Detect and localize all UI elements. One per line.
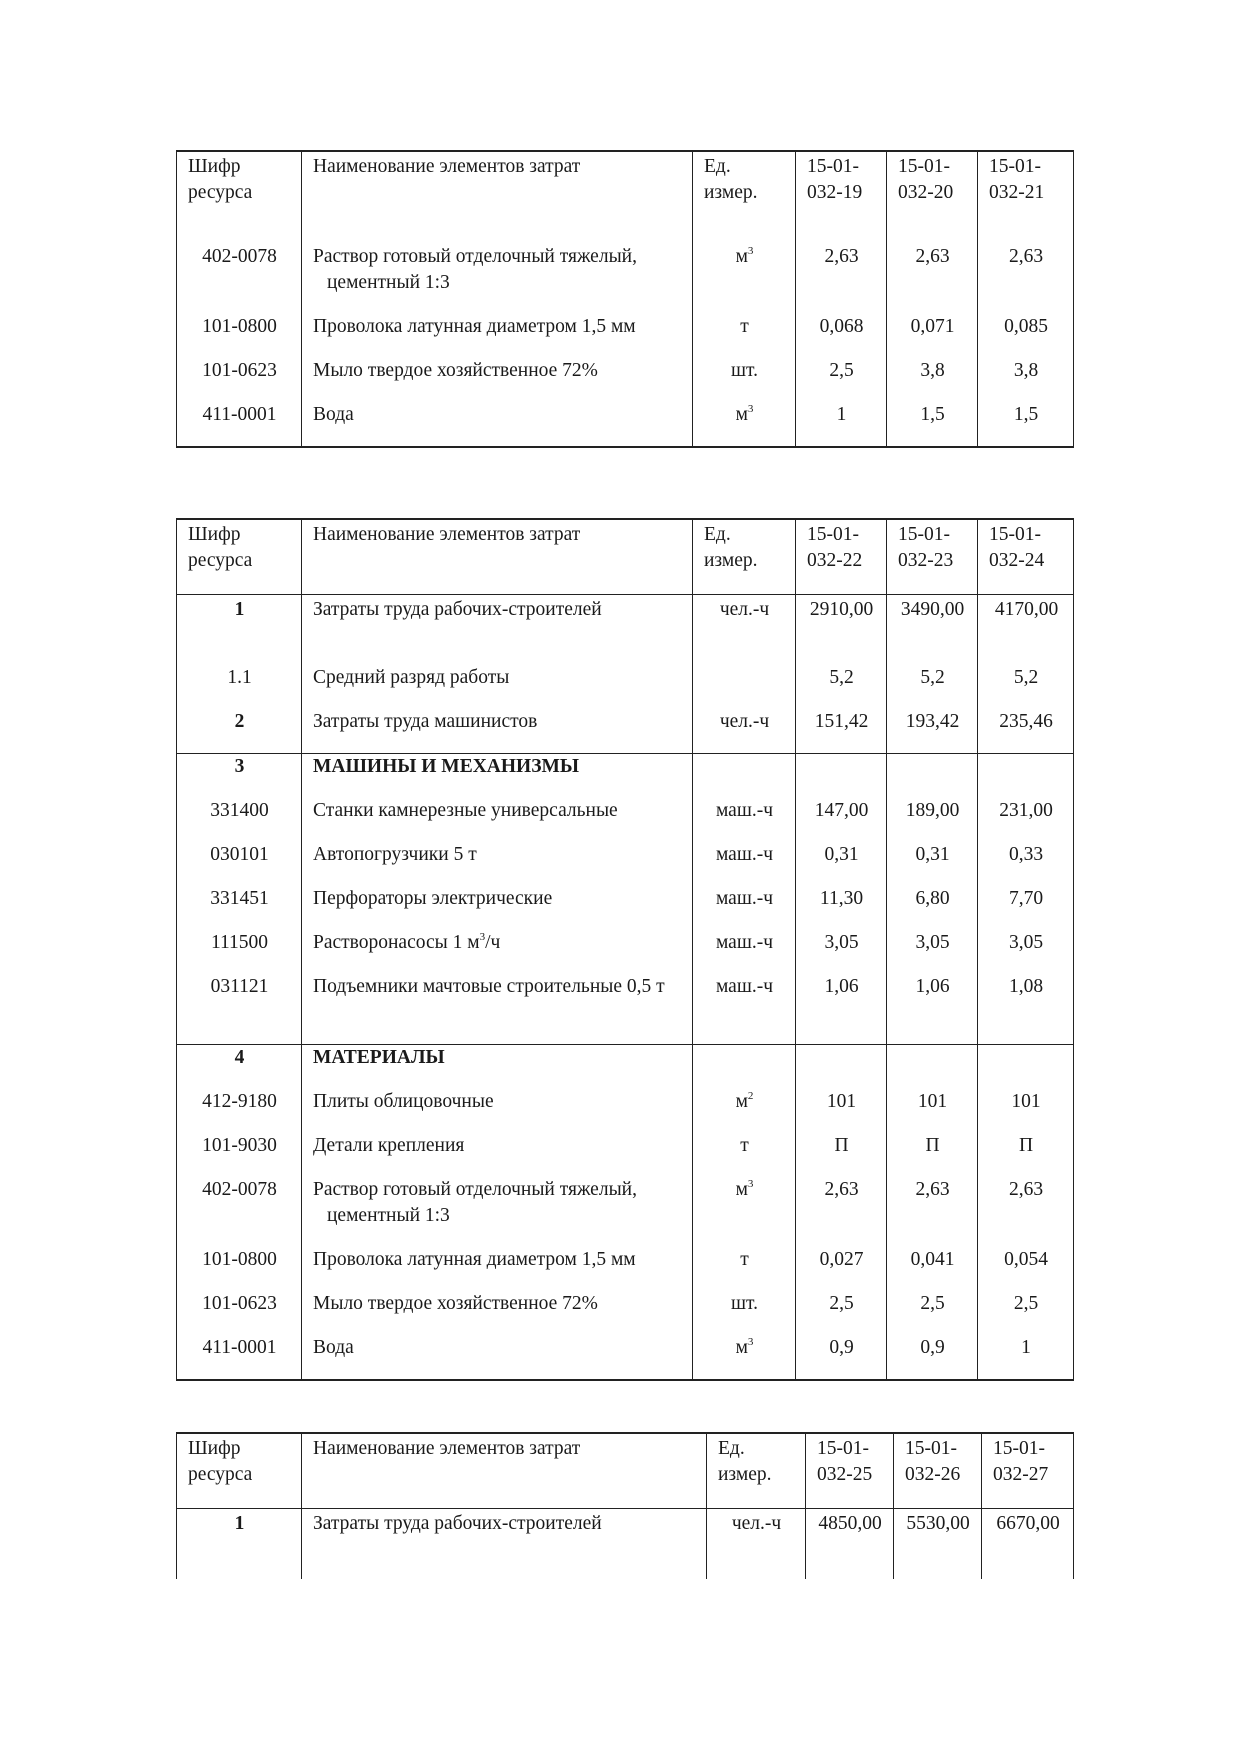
row-value-1: 147,00 — [796, 798, 887, 842]
row-name: Вода — [302, 402, 693, 447]
header-col-1: 15-01-032-19 — [796, 151, 887, 226]
row-value-1: 0,31 — [796, 842, 887, 886]
row-code: 111500 — [177, 930, 302, 974]
row-code: 101-9030 — [177, 1133, 302, 1177]
table-row — [177, 798, 1074, 842]
row-value-1: 2,63 — [796, 226, 887, 314]
section-title: МАТЕРИАЛЫ — [302, 1045, 693, 1090]
section-code: 3 — [177, 754, 302, 799]
row-value-2: 0,31 — [887, 842, 978, 886]
row-value-3: 0,33 — [978, 842, 1074, 886]
row-value-1: 3,05 — [796, 930, 887, 974]
table-row — [177, 1177, 1074, 1247]
row-unit: $м^2$ — [693, 1089, 796, 1133]
row-value-1: 2,5 — [796, 358, 887, 402]
row-value-2: 6,80 — [887, 886, 978, 930]
row-value-2: 193,42 — [887, 709, 978, 754]
row-value-2: 0,041 — [887, 1247, 978, 1291]
table-row — [177, 595, 1074, 666]
row-value-2: 3,8 — [887, 358, 978, 402]
row-code: 1 — [177, 1509, 302, 1580]
header-code: Шифр ресурса — [177, 519, 302, 595]
row-value-3: П — [978, 1133, 1074, 1177]
row-value-2: 0,071 — [887, 314, 978, 358]
row-code: 402-0078 — [177, 1177, 302, 1247]
row-value-3: 6670,00 — [982, 1509, 1074, 1580]
row-value-3: 0,085 — [978, 314, 1074, 358]
row-name: Растворонасосы 1 $м^3/ч$ — [302, 930, 693, 974]
row-value-2: 2,63 — [887, 1177, 978, 1247]
row-value-1: 5,2 — [796, 665, 887, 709]
row-unit: шт. — [693, 1291, 796, 1335]
header-col-3: 15-01-032-27 — [982, 1433, 1074, 1509]
table-row — [177, 974, 1074, 1045]
row-name: Проволока латунная диаметром 1,5 мм — [302, 1247, 693, 1291]
table-row — [177, 665, 1074, 709]
row-value-1: 1 — [796, 402, 887, 447]
section-title-row — [177, 754, 1074, 799]
norms-table-1 — [176, 150, 1074, 448]
row-value-2: 5,2 — [887, 665, 978, 709]
row-name: Средний разряд работы — [302, 665, 693, 709]
table-row — [177, 1335, 1074, 1380]
row-unit: шт. — [693, 358, 796, 402]
row-value-1: 2910,00 — [796, 595, 887, 666]
row-code: 412-9180 — [177, 1089, 302, 1133]
row-value-3: 235,46 — [978, 709, 1074, 754]
norms-table-3 — [176, 1432, 1074, 1579]
section-title-row — [177, 1045, 1074, 1090]
row-name: Раствор готовый отделочный тяжелый, цементный 1:3 — [313, 1179, 637, 1226]
row-value-3: 1,08 — [978, 974, 1074, 1045]
table-row — [177, 1089, 1074, 1133]
row-value-1: 2,63 — [796, 1177, 887, 1247]
row-value-3: 4170,00 — [978, 595, 1074, 666]
row-code: 331400 — [177, 798, 302, 842]
row-name: Вода — [302, 1335, 693, 1380]
row-unit: маш.-ч — [693, 842, 796, 886]
row-code: 402-0078 — [177, 226, 302, 314]
table-row — [177, 930, 1074, 974]
row-code: 101-0800 — [177, 1247, 302, 1291]
row-value-1: 11,30 — [796, 886, 887, 930]
row-code: 1 — [177, 595, 302, 666]
row-code: 411-0001 — [177, 1335, 302, 1380]
row-code: 030101 — [177, 842, 302, 886]
row-value-1: 0,027 — [796, 1247, 887, 1291]
row-name: Мыло твердое хозяйственное 72% — [302, 358, 693, 402]
header-name: Наименование элементов затрат — [302, 519, 693, 595]
table-row — [177, 358, 1074, 402]
row-name: Затраты труда рабочих-строителей — [302, 1509, 707, 1580]
table-row — [177, 709, 1074, 754]
row-unit: маш.-ч — [693, 974, 796, 1045]
header-col-3: 15-01-032-21 — [978, 151, 1074, 226]
table-row — [177, 402, 1074, 447]
row-code: 101-0623 — [177, 1291, 302, 1335]
header-col-1: 15-01-032-22 — [796, 519, 887, 595]
row-value-1: 0,9 — [796, 1335, 887, 1380]
table-row — [177, 1291, 1074, 1335]
row-value-2: 3,05 — [887, 930, 978, 974]
row-unit: чел.-ч — [693, 709, 796, 754]
row-code: 331451 — [177, 886, 302, 930]
row-unit: т — [693, 1247, 796, 1291]
row-value-2: 1,5 — [887, 402, 978, 447]
row-unit: $м^3$ — [693, 1177, 796, 1247]
row-value-3: 3,8 — [978, 358, 1074, 402]
row-unit: $м^3$ — [693, 402, 796, 447]
row-name: Перфораторы электрические — [302, 886, 693, 930]
row-value-2: 2,63 — [887, 226, 978, 314]
row-code: 2 — [177, 709, 302, 754]
row-unit: чел.-ч — [693, 595, 796, 666]
row-value-1: П — [796, 1133, 887, 1177]
table-row — [177, 886, 1074, 930]
row-name: Плиты облицовочные — [302, 1089, 693, 1133]
row-value-1: 101 — [796, 1089, 887, 1133]
row-name: Станки камнерезные универсальные — [302, 798, 693, 842]
row-code: 031121 — [177, 974, 302, 1045]
row-value-3: 2,5 — [978, 1291, 1074, 1335]
row-value-3: 2,63 — [978, 1177, 1074, 1247]
header-unit: Ед. измер. — [707, 1433, 806, 1509]
header-col-1: 15-01-032-25 — [806, 1433, 894, 1509]
row-unit — [693, 665, 796, 709]
table-header-row — [177, 1433, 1074, 1509]
row-value-2: 189,00 — [887, 798, 978, 842]
header-unit: Ед. измер. — [693, 519, 796, 595]
row-value-1: 1,06 — [796, 974, 887, 1045]
header-name: Наименование элементов затрат — [302, 151, 693, 226]
table-header-row — [177, 151, 1074, 226]
table-header-row — [177, 519, 1074, 595]
row-unit: т — [693, 314, 796, 358]
row-value-1: 2,5 — [796, 1291, 887, 1335]
row-name: Автопогрузчики 5 т — [302, 842, 693, 886]
row-unit: маш.-ч — [693, 798, 796, 842]
row-name: Детали крепления — [302, 1133, 693, 1177]
table-row — [177, 1247, 1074, 1291]
row-unit: чел.-ч — [707, 1509, 806, 1580]
header-col-2: 15-01-032-20 — [887, 151, 978, 226]
section-code: 4 — [177, 1045, 302, 1090]
row-value-3: 5,2 — [978, 665, 1074, 709]
row-value-3: 2,63 — [978, 226, 1074, 314]
header-name: Наименование элементов затрат — [302, 1433, 707, 1509]
row-name: Проволока латунная диаметром 1,5 мм — [302, 314, 693, 358]
row-value-1: 4850,00 — [806, 1509, 894, 1580]
table-row — [177, 226, 1074, 314]
row-name: Раствор готовый отделочный тяжелый, цементный 1:3 — [313, 246, 637, 293]
row-value-2: 101 — [887, 1089, 978, 1133]
table-row — [177, 842, 1074, 886]
row-code: 101-0800 — [177, 314, 302, 358]
row-value-2: 1,06 — [887, 974, 978, 1045]
table-row — [177, 1133, 1074, 1177]
section-title: МАШИНЫ И МЕХАНИЗМЫ — [302, 754, 693, 799]
header-col-2: 15-01-032-26 — [894, 1433, 982, 1509]
row-code: 1.1 — [177, 665, 302, 709]
header-code: Шифр ресурса — [177, 1433, 302, 1509]
row-name: Затраты труда машинистов — [302, 709, 693, 754]
row-unit: маш.-ч — [693, 886, 796, 930]
row-value-3: 0,054 — [978, 1247, 1074, 1291]
row-value-2: 3490,00 — [887, 595, 978, 666]
row-unit: маш.-ч — [693, 930, 796, 974]
row-value-2: П — [887, 1133, 978, 1177]
header-col-2: 15-01-032-23 — [887, 519, 978, 595]
row-value-2: 2,5 — [887, 1291, 978, 1335]
row-value-3: 1,5 — [978, 402, 1074, 447]
row-value-3: 1 — [978, 1335, 1074, 1380]
row-value-3: 231,00 — [978, 798, 1074, 842]
row-code: 101-0623 — [177, 358, 302, 402]
row-name: Мыло твердое хозяйственное 72% — [302, 1291, 693, 1335]
norms-table-2 — [176, 518, 1074, 1381]
header-unit: Ед. измер. — [693, 151, 796, 226]
row-value-2: 0,9 — [887, 1335, 978, 1380]
header-code: Шифр ресурса — [177, 151, 302, 226]
row-name: Затраты труда рабочих-строителей — [302, 595, 693, 666]
row-value-2: 5530,00 — [894, 1509, 982, 1580]
row-code: 411-0001 — [177, 402, 302, 447]
row-value-1: 0,068 — [796, 314, 887, 358]
row-unit: $м^3$ — [693, 1335, 796, 1380]
table-row — [177, 314, 1074, 358]
row-value-1: 151,42 — [796, 709, 887, 754]
header-col-3: 15-01-032-24 — [978, 519, 1074, 595]
row-value-3: 101 — [978, 1089, 1074, 1133]
row-unit: $м^3$ — [693, 226, 796, 314]
row-value-3: 3,05 — [978, 930, 1074, 974]
row-unit: т — [693, 1133, 796, 1177]
table-row — [177, 1509, 1074, 1580]
row-name: Подъемники мачтовые строительные 0,5 т — [313, 976, 665, 997]
row-value-3: 7,70 — [978, 886, 1074, 930]
